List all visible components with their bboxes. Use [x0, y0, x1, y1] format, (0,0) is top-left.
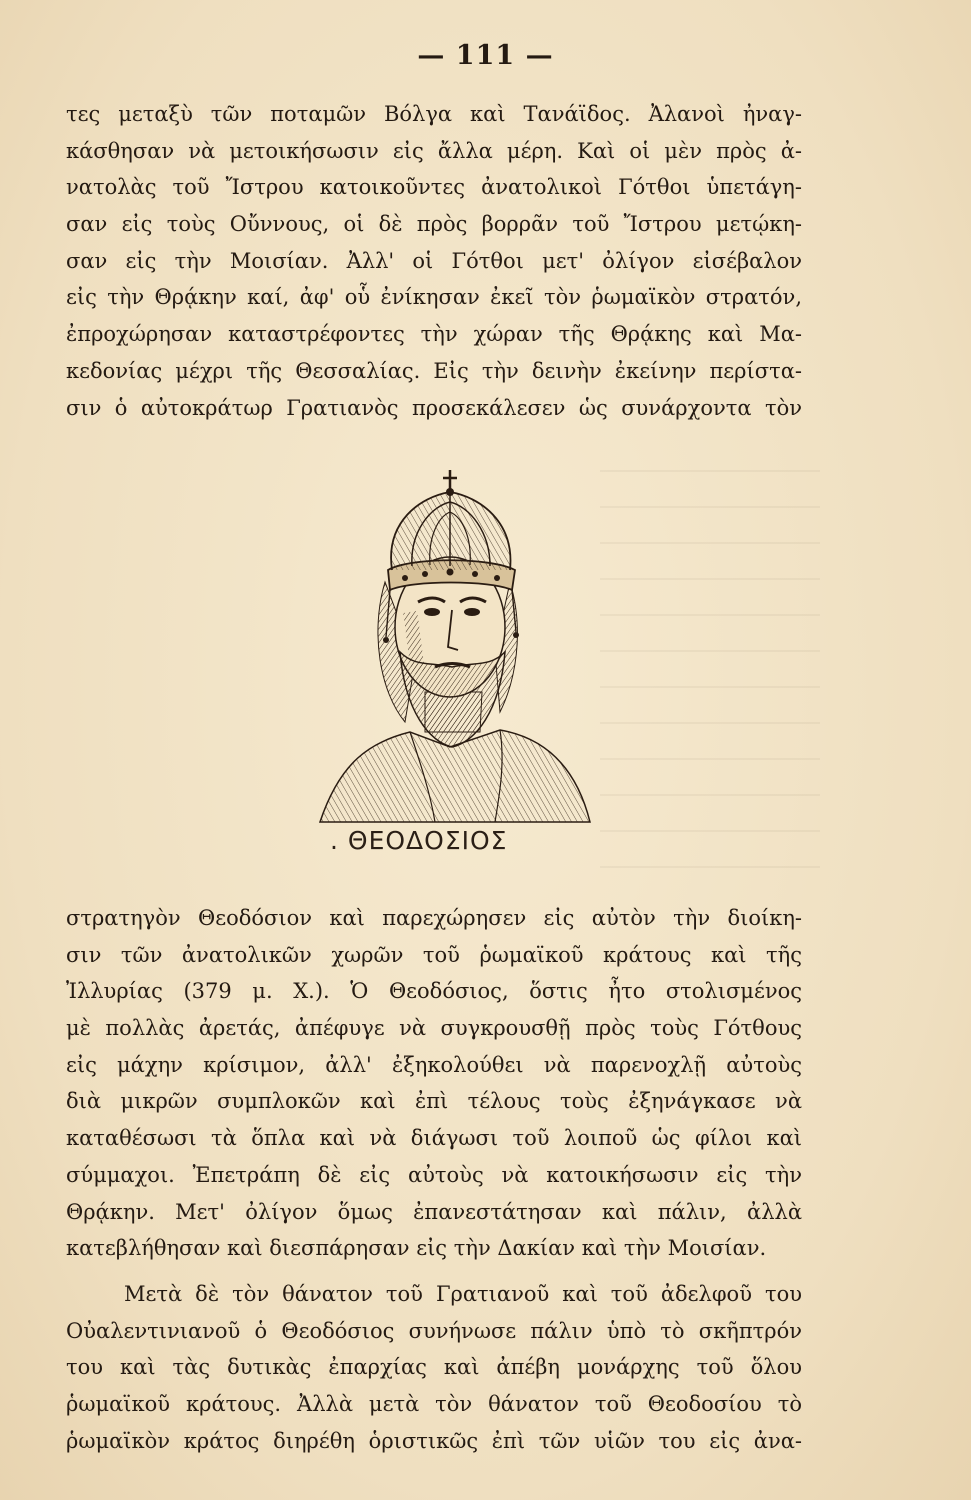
text-line: κατεβλήθησαν καὶ διεσπάρησαν εἰς τὴν Δακίαν καὶ τὴν Μοισίαν. — [66, 1236, 767, 1261]
text-line: ῥωμαϊκοῦ κράτους. Ἀλλὰ μετὰ τὸν θάνατον τοῦ Θεοδοσίου τὸ — [66, 1392, 802, 1417]
text-line: Θρᾴκην. Μετ' ὀλίγον ὅμως ἐπανεστάτησαν καὶ πάλιν, ἀλλὰ — [66, 1199, 802, 1224]
text-line: σαν εἰς τοὺς Οὔννους, οἱ δὲ πρὸς βορρᾶν τοῦ Ἴστρου μετῴκη- — [66, 212, 802, 237]
paragraph-bottom — [66, 1276, 802, 1459]
text-line: ἐπροχώρησαν καταστρέφοντες τὴν χώραν τῆς Θρᾴκης καὶ Μα- — [66, 322, 802, 347]
text-line: Μετὰ δὲ τὸν θάνατον τοῦ Γρατιανοῦ καὶ τοῦ ἀδελφοῦ του — [124, 1282, 802, 1306]
theodosius-portrait-icon — [300, 462, 600, 832]
text-line: σύμμαχοι. Ἐπετράπη δὲ εἰς αὐτοὺς νὰ κατοικήσωσιν εἰς τὴν — [66, 1162, 802, 1187]
text-line: τες μεταξὺ τῶν ποταμῶν Βόλγα καὶ Τανάϊδος. Ἀλανοὶ ἠναγ- — [66, 102, 802, 126]
text-line: στρατηγὸν Θεοδόσιον καὶ παρεχώρησεν εἰς αὐτὸν τὴν διοίκη- — [66, 906, 802, 930]
text-line: καταθέσωσι τὰ ὅπλα καὶ νὰ διάγωσι τοῦ λοιποῦ ὡς φίλοι καὶ — [66, 1126, 802, 1151]
text-line: νατολὰς τοῦ Ἴστρου κατοικοῦντες ἀνατολικοὶ Γότθοι ὑπετάγη- — [66, 175, 802, 200]
text-line: του καὶ τὰς δυτικὰς ἐπαρχίας καὶ ἀπέβη μονάρχης τοῦ ὅλου — [66, 1355, 802, 1380]
paragraph-middle — [66, 900, 802, 1267]
page-number: — 111 — — [417, 40, 554, 71]
text-line: Οὐαλεντινιανοῦ ὁ Θεοδόσιος συνήνωσε πάλιν ὑπὸ τὸ σκῆπτρόν — [66, 1318, 802, 1343]
portrait-caption: . ΘΕΟΔΟΣΙΟΣ — [330, 826, 508, 855]
text-line: σιν ὁ αὐτοκράτωρ Γρατιανὸς προσεκάλεσεν ὡς συνάρχοντα τὸν — [66, 395, 802, 420]
portrait-engraving — [300, 462, 600, 832]
text-line: κάσθησαν νὰ μετοικήσωσιν εἰς ἄλλα μέρη. Καὶ οἱ μὲν πρὸς ἀ- — [66, 138, 802, 163]
text-line: σιν τῶν ἀνατολικῶν χωρῶν τοῦ ῥωμαϊκοῦ κράτους καὶ τῆς — [66, 942, 802, 967]
text-line: σαν εἰς τὴν Μοισίαν. Ἀλλ' οἱ Γότθοι μετ' ὀλίγον εἰσέβαλον — [66, 248, 802, 273]
text-line: ῥωμαϊκὸν κράτος διηρέθη ὁριστικῶς ἐπὶ τῶν υἱῶν του εἰς ἀνα- — [66, 1428, 802, 1453]
text-line: μὲ πολλὰς ἀρετάς, ἀπέφυγε νὰ συγκρουσθῇ πρὸς τοὺς Γότθους — [66, 1016, 802, 1041]
text-line: εἰς τὴν Θρᾴκην καί, ἀφ' οὗ ἐνίκησαν ἐκεῖ τὸν ῥωμαϊκὸν στρατόν, — [66, 285, 802, 310]
paragraph-top — [66, 96, 802, 426]
text-line: Ἰλλυρίας (379 μ. Χ.). Ὁ Θεοδόσιος, ὅστις ἦτο στολισμένος — [66, 979, 802, 1004]
text-line: εἰς μάχην κρίσιμον, ἀλλ' ἐξηκολούθει νὰ παρενοχλῇ αὐτοὺς — [66, 1052, 802, 1077]
bleed-through-text — [600, 470, 820, 870]
text-line: κεδονίας μέχρι τῆς Θεσσαλίας. Εἰς τὴν δεινὴν ἐκείνην περίστα- — [66, 358, 802, 383]
text-line: διὰ μικρῶν συμπλοκῶν καὶ ἐπὶ τέλους τοὺς ἐξηνάγκασε νὰ — [66, 1089, 802, 1114]
